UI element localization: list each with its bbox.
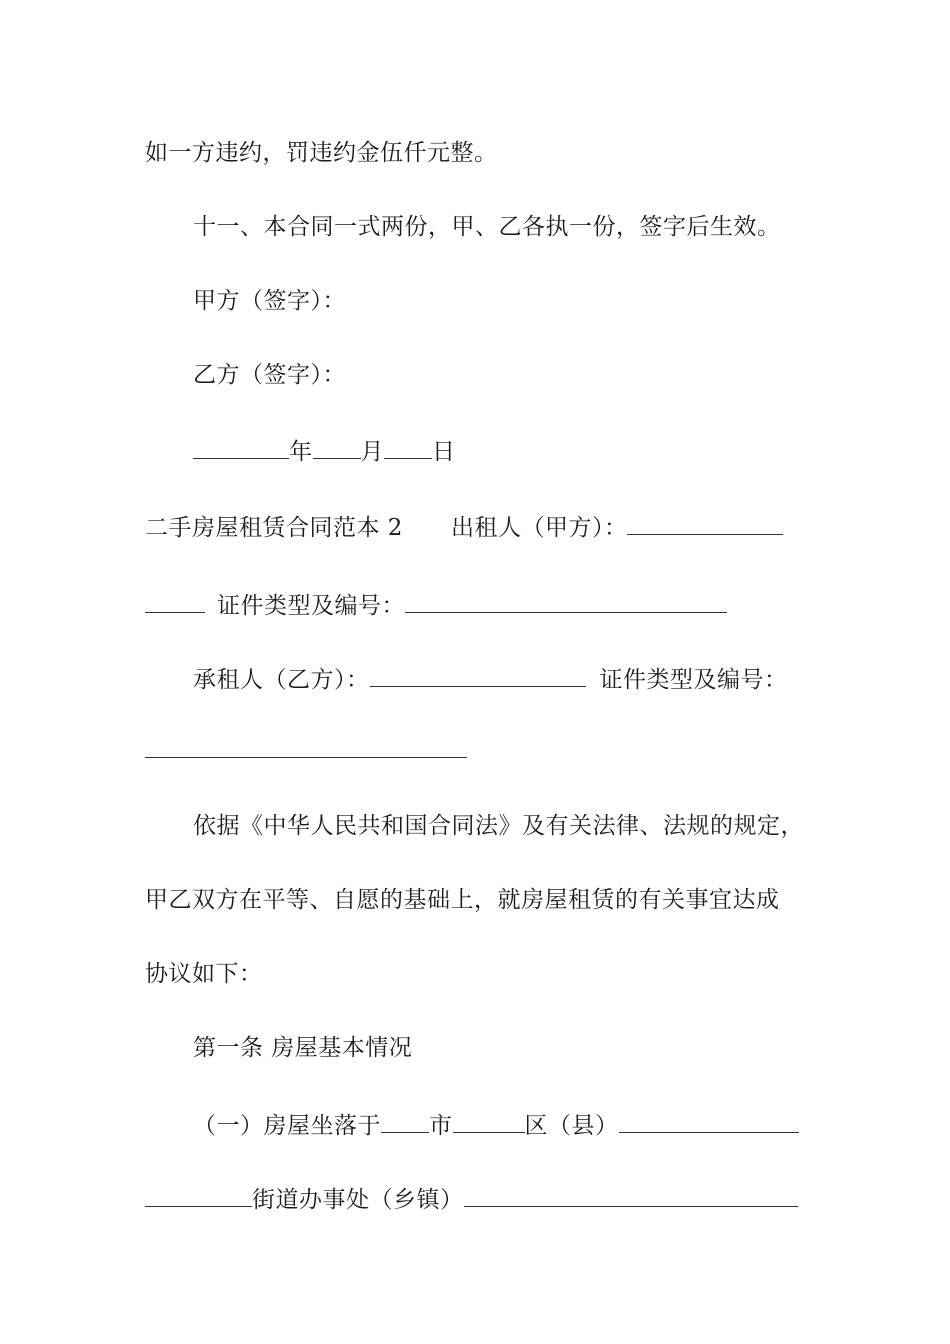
contract-title-line	[145, 510, 783, 543]
street-blank	[619, 1108, 799, 1133]
subdistrict-blank	[464, 1182, 798, 1207]
lessor-blank	[627, 510, 783, 535]
house-location-line	[193, 1108, 799, 1141]
month-blank	[313, 434, 361, 459]
year-label: 年	[289, 439, 313, 465]
year-blank	[193, 434, 289, 459]
lessee-id-label: 证件类型及编号：	[599, 667, 788, 693]
clause-penalty-text: 如一方违约，罚违约金伍仟元整。	[145, 140, 498, 166]
lessee-line	[193, 662, 788, 695]
lessee-id-blank	[145, 757, 467, 758]
subdistrict-line	[145, 1182, 798, 1215]
city-label: 市	[429, 1113, 453, 1139]
subdistrict-label: 街道办事处（乡镇）	[252, 1187, 464, 1213]
city-blank	[381, 1108, 429, 1133]
date-line	[193, 434, 456, 467]
district-label: 区（县）	[524, 1113, 619, 1139]
lessor-id-blank	[405, 588, 727, 613]
contract-title: 二手房屋租赁合同范本 2	[145, 515, 403, 541]
lessee-label: 承租人（乙方）：	[193, 667, 370, 693]
subdistrict-prefix-blank	[145, 1182, 252, 1207]
lessor-id-label: 证件类型及编号：	[217, 593, 405, 619]
basis-paragraph-line2: 甲乙双方在平等、自愿的基础上，就房屋租赁的有关事宜达成	[145, 887, 780, 913]
clause-eleven-text: 十一、本合同一式两份，甲、乙各执一份，签字后生效。	[193, 214, 781, 240]
house-location-label: （一）房屋坐落于	[193, 1113, 381, 1139]
lessor-label: 出租人（甲方）：	[450, 515, 628, 541]
basis-paragraph-line3: 协议如下：	[145, 961, 263, 987]
district-blank	[453, 1108, 525, 1133]
party-b-signature-label: 乙方（签字）：	[193, 362, 346, 388]
day-label: 日	[432, 439, 456, 465]
party-a-signature-label: 甲方（签字）：	[193, 288, 346, 314]
lessor-name-continuation-blank	[145, 588, 205, 613]
month-label: 月	[360, 439, 384, 465]
day-blank	[384, 434, 432, 459]
basis-paragraph-line1: 依据《中华人民共和国合同法》及有关法律、法规的规定，	[193, 813, 804, 839]
article-one-heading: 第一条 房屋基本情况	[193, 1035, 413, 1061]
lessor-id-line	[145, 588, 727, 621]
lessee-blank	[370, 662, 586, 687]
